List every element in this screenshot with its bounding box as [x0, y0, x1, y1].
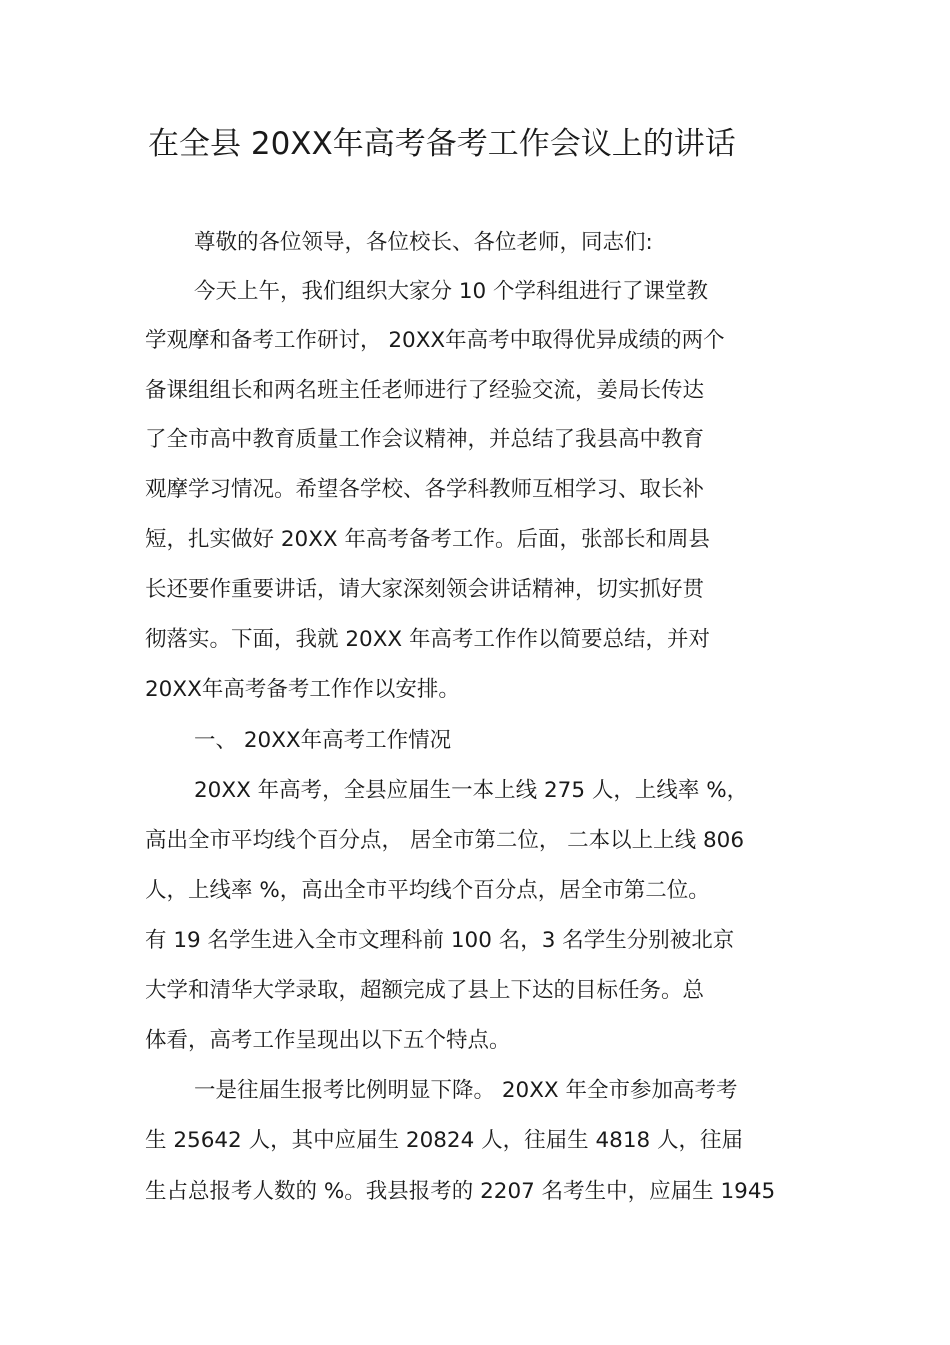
paragraph-line: 长还要作重要讲话，请大家深刻领会讲话精神，切实抓好贯 [145, 577, 705, 602]
paragraph-line: 彻落实。下面，我就 20XX 年高考工作作以简要总结，并对 [145, 627, 710, 652]
paragraph-line: 备课组组长和两名班主任老师进行了经验交流，姜局长传达 [145, 378, 705, 403]
paragraph-line: 体看，高考工作呈现出以下五个特点。 [145, 1028, 511, 1053]
paragraph-line: 今天上午，我们组织大家分 10 个学科组进行了课堂教 [194, 279, 709, 304]
paragraph-line: 高出全市平均线个百分点， 居全市第二位， 二本以上上线 806 [145, 828, 745, 853]
paragraph-line: 了全市高中教育质量工作会议精神，并总结了我县高中教育 [145, 427, 705, 452]
paragraph-line: 生 25642 人，其中应届生 20824 人，往届生 4818 人，往届 [145, 1128, 744, 1153]
paragraph-line: 生占总报考人数的 %。我县报考的 2207 名考生中，应届生 1945 [145, 1179, 776, 1204]
paragraph-line: 一是往届生报考比例明显下降。 20XX 年全市参加高考考 [194, 1078, 738, 1103]
paragraph-line: 短，扎实做好 20XX 年高考备考工作。后面，张部长和周县 [145, 527, 710, 552]
paragraph-line: 20XX 年高考，全县应届生一本上线 275 人，上线率 %， [194, 778, 749, 803]
paragraph-line: 有 19 名学生进入全市文理科前 100 名，3 名学生分别被北京 [145, 928, 735, 953]
paragraph-line: 观摩学习情况。希望各学校、各学科教师互相学习、取长补 [145, 477, 705, 502]
paragraph-line: 学观摩和备考工作研讨， 20XX年高考中取得优异成绩的两个 [145, 328, 725, 353]
paragraph-line: 尊敬的各位领导，各位校长、各位老师，同志们: [194, 230, 653, 255]
paragraph-line: 大学和清华大学录取，超额完成了县上下达的目标任务。总 [145, 978, 705, 1003]
paragraph-line: 人，上线率 %，高出全市平均线个百分点，居全市第二位。 [145, 878, 710, 903]
document-title: 在全县 20XX年高考备考工作会议上的讲话 [148, 126, 736, 162]
section-heading: 一、 20XX年高考工作情况 [194, 728, 452, 753]
paragraph-line: 20XX年高考备考工作作以安排。 [145, 677, 460, 702]
